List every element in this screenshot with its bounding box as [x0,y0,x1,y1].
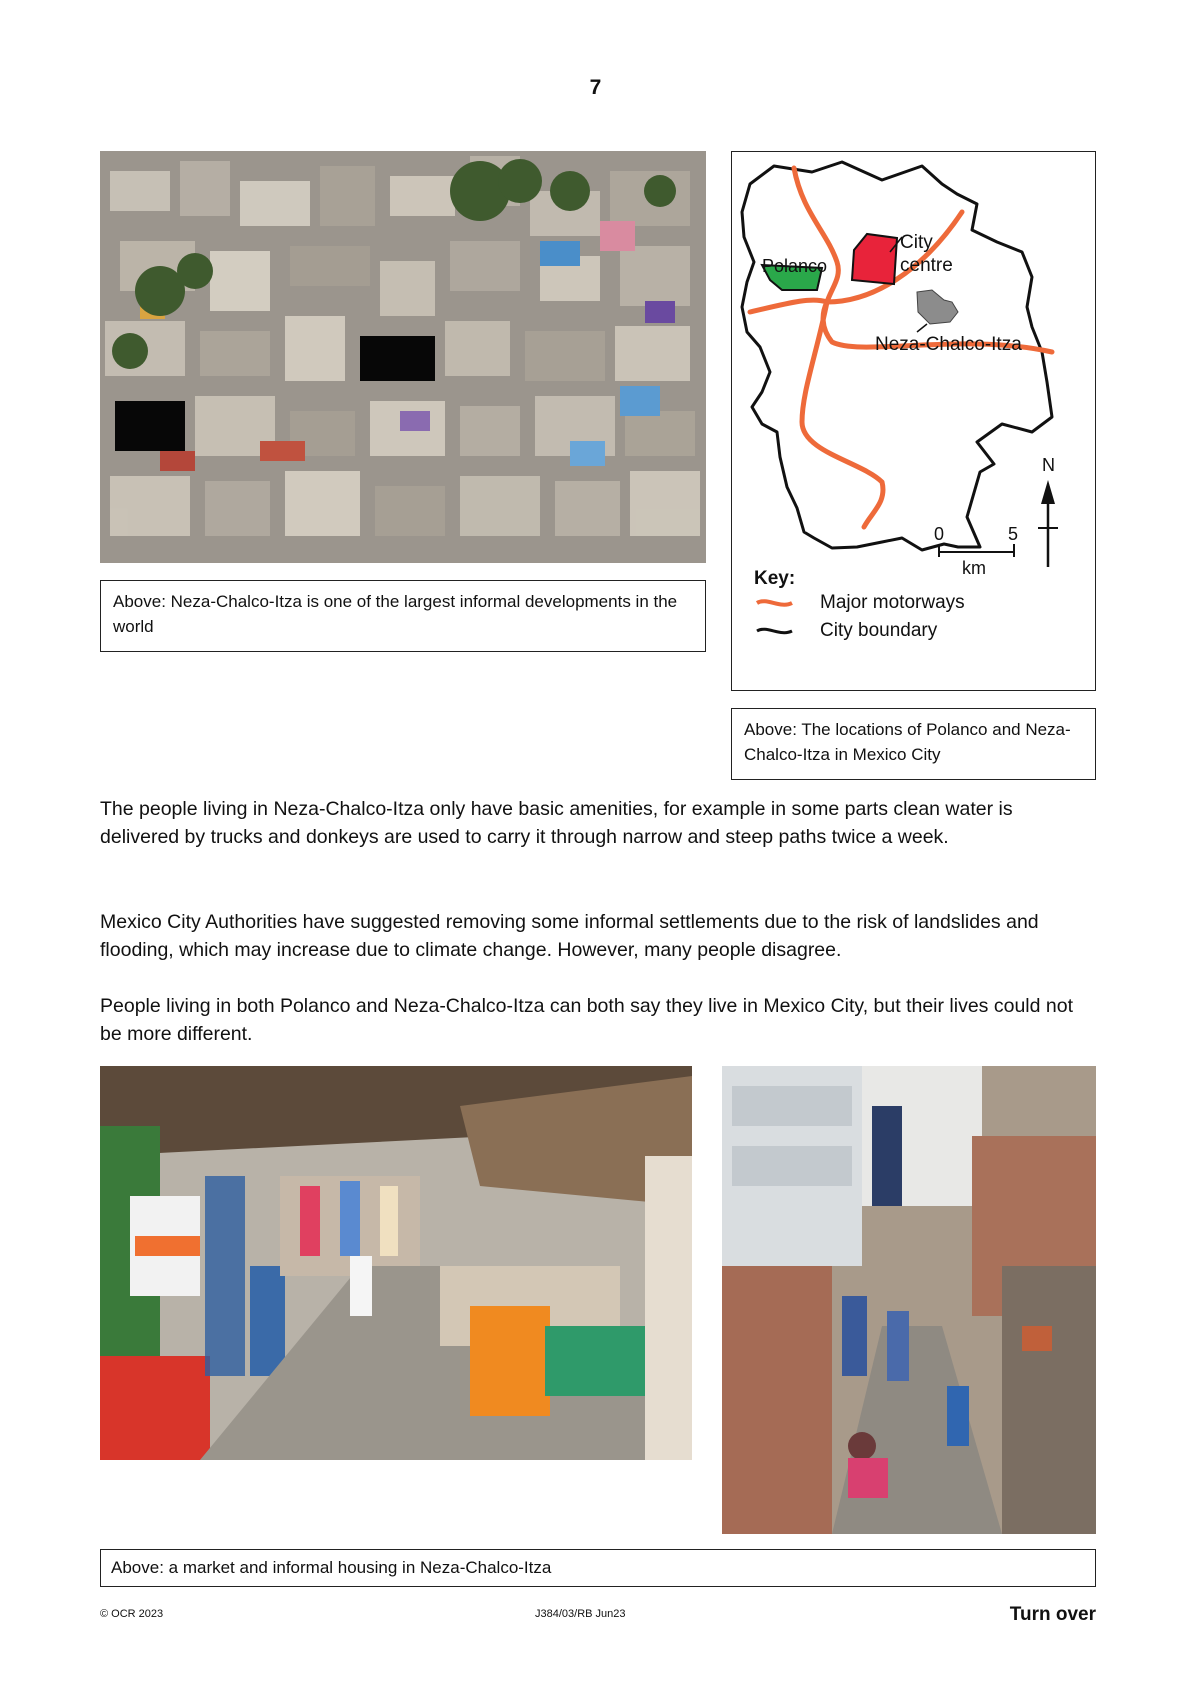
turn-over-label: Turn over [1009,1604,1096,1625]
key-item-motorways: Major motorways [820,592,965,613]
city-centre-area [852,234,897,284]
scale-label-zero: 0 [934,524,945,544]
key-motorway-symbol [757,601,792,604]
map-caption: Above: The locations of Polanco and Neza-Chalco-Itza in Mexico City [731,708,1096,780]
key-item-boundary: City boundary [820,620,938,641]
map-label-neza: Neza-Chalco-Itza [875,334,1022,355]
key-boundary-symbol [757,629,792,632]
footer-copyright: © OCR 2023 [100,1608,164,1620]
market-photo [100,1066,692,1460]
map-label-polanco: Polanco [762,256,828,276]
key-title: Key: [754,568,796,589]
neza-area [917,290,958,324]
scale-label-km: km [962,558,986,578]
page-number: 7 [589,76,602,99]
bottom-photos-caption: Above: a market and informal housing in Neza-Chalco-Itza [100,1549,1096,1587]
aerial-photo-caption: Above: Neza-Chalco-Itza is one of the largest informal developments in the world [100,580,706,652]
city-boundary-line [742,162,1052,550]
informal-housing-photo [722,1066,1096,1534]
aerial-photo-neza [100,151,706,563]
paragraph-amenities: The people living in Neza-Chalco-Itza only have basic amenities, for example in some parts clean water is delivered by trucks and donkeys are used to carry it through narrow and steep paths twice a week. [100,798,1013,848]
map-label-city-centre-1: City [900,232,933,253]
map-label-north: N [1042,455,1055,475]
paragraph-different-lives: People living in both Polanco and Neza-Chalco-Itza can both say they live in Mexico City, but their lives could not be more different. [100,995,1073,1045]
footer-code: J384/03/RB Jun23 [535,1608,626,1620]
paragraph-authorities: Mexico City Authorities have suggested removing some informal settlements due to the risk of landslides and flooding, which may increase due to climate change. However, many people disagree. [100,911,1039,961]
mexico-city-map [731,151,1096,691]
scale-label-five: 5 [1008,524,1019,544]
map-label-city-centre-2: centre [900,255,953,276]
north-arrow-icon [1038,480,1058,567]
